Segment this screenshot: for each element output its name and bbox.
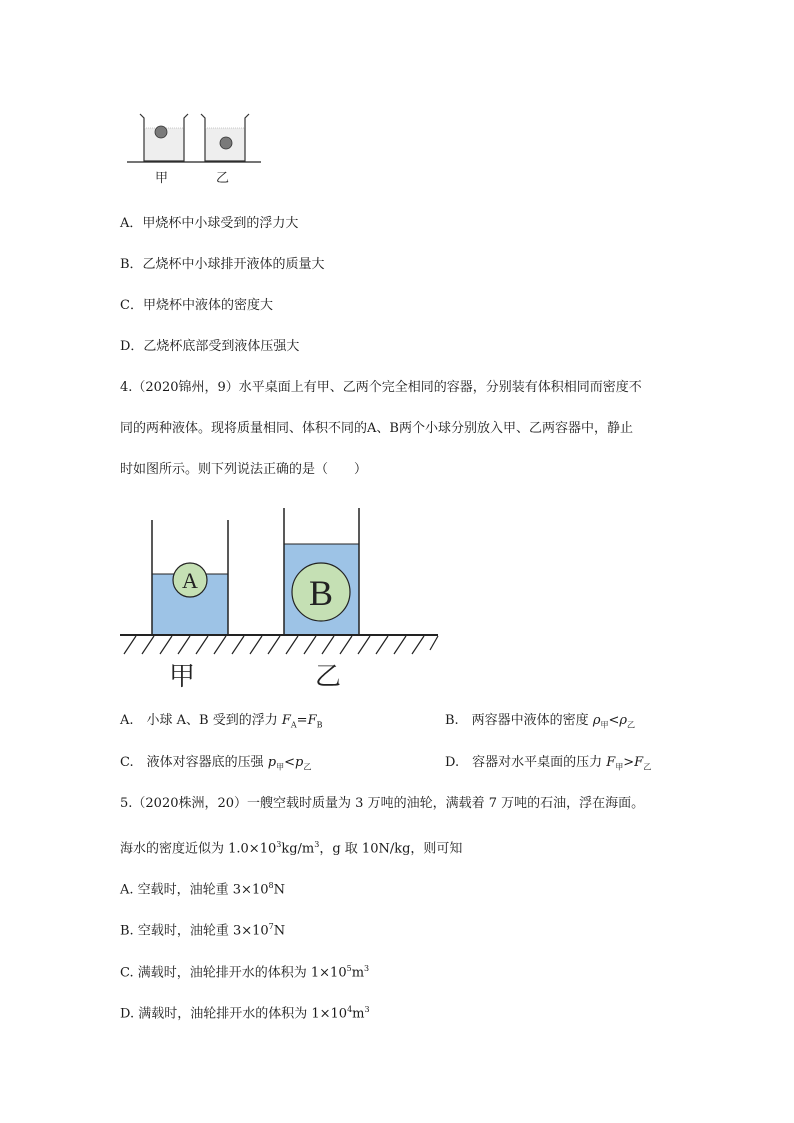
q5-option-b-post: N	[273, 923, 286, 939]
q5-option-b	[120, 919, 285, 939]
q4-stem-line-3: 时如图所示。则下列说法正确的是（ ）	[120, 462, 368, 477]
q5-option-a-pre: A. 空载时，油轮重 3×10	[120, 882, 269, 898]
ball-jia	[155, 126, 167, 138]
q4-option-c-lt: <	[284, 755, 295, 770]
q4-option-a	[120, 713, 323, 734]
q5-option-a-exp: 8	[268, 881, 274, 890]
q5-option-d-pre: D. 满载时，油轮排开水的体积为 1×10	[120, 1006, 348, 1022]
ball-yi	[220, 137, 232, 149]
q4-option-a-eq: =	[296, 713, 308, 728]
figure-beakers-small	[125, 112, 265, 186]
q4-option-a-s1: A	[290, 720, 297, 730]
q5-option-a-post: N	[273, 882, 285, 898]
q5-option-c-pre: C. 满载时，油轮排开水的体积为 1×10	[120, 965, 347, 981]
label-jia-small: 甲	[155, 171, 169, 186]
q4-option-d-s2: 乙	[643, 762, 652, 772]
q5-option-a	[120, 878, 285, 898]
beaker-jia	[140, 114, 188, 161]
q4-option-c-s2: 乙	[303, 762, 312, 772]
q5-option-c-exp2: 3	[364, 964, 370, 973]
q4-option-d-r1: F	[606, 755, 616, 770]
q4-option-b-r1: ρ	[592, 713, 601, 728]
q4-option-b-lt: <	[608, 713, 620, 728]
beaker-yi	[201, 114, 249, 161]
q5-line2-mid: kg/m	[281, 841, 315, 857]
q4-option-b-text: B. 两容器中液体的密度	[445, 713, 593, 728]
q5-line2-post: ，g 取 10N/kg，则可知	[319, 841, 463, 857]
q5-option-d-post: m	[352, 1006, 365, 1022]
q3-option-d: D．乙烧杯底部受到液体压强大	[120, 339, 300, 354]
q5-option-d-exp: 4	[347, 1005, 353, 1014]
q3-option-a: A．甲烧杯中小球受到的浮力大	[120, 216, 299, 231]
q4-option-c-r1: p	[267, 755, 277, 770]
label-jia: 甲	[169, 662, 196, 692]
q5-option-c	[120, 961, 369, 981]
q5-line2-exp: 3	[276, 840, 282, 849]
q4-option-c-s1: 甲	[276, 762, 285, 772]
q4-option-b-r2: ρ	[619, 713, 628, 728]
ball-b-label: B	[308, 573, 334, 613]
q5-option-b-exp: 7	[268, 922, 274, 931]
q4-option-d-gt: >	[623, 755, 635, 770]
q5-line2-exp2: 3	[314, 840, 320, 849]
q5-option-c-post: m	[351, 965, 365, 981]
q5-option-c-exp: 5	[346, 964, 352, 973]
label-yi-small: 乙	[216, 171, 230, 186]
q4-option-c-r2: p	[294, 755, 304, 770]
q4-option-c-text: C. 液体对容器底的压强	[120, 755, 268, 770]
q4-stem-line-1: 4.（2020锦州，9）水平桌面上有甲、乙两个完全相同的容器，分别装有体积相同而密度不	[120, 380, 642, 395]
q4-option-b	[445, 713, 635, 734]
q5-option-d	[120, 1002, 370, 1022]
q4-option-d-r2: F	[634, 755, 644, 770]
q4-option-d-s1: 甲	[615, 762, 624, 772]
q4-option-b-s2: 乙	[627, 720, 636, 730]
q4-option-c	[120, 755, 311, 776]
q4-option-a-s2: B	[316, 720, 323, 730]
q4-option-d	[445, 755, 651, 776]
q4-option-a-f1: F	[281, 713, 291, 728]
q5-stem-line-1: 5.（2020株洲，20）一艘空载时质量为 3 万吨的油轮，满载着 7 万吨的石油，浮在海面。	[120, 796, 645, 811]
q3-option-c: C．甲烧杯中液体的密度大	[120, 298, 273, 313]
figure-containers	[118, 508, 448, 692]
q5-stem-line-2	[120, 837, 462, 857]
label-yi: 乙	[315, 662, 342, 692]
q4-option-d-text: D. 容器对水平桌面的压力	[445, 755, 607, 770]
q4-stem-line-2: 同的两种液体。现将质量相同、体积不同的A、B两个小球分别放入甲、乙两容器中，静止	[120, 421, 633, 436]
q4-option-a-text: A. 小球 A、B 受到的浮力	[120, 713, 282, 728]
q4-option-b-s1: 甲	[600, 720, 609, 730]
q5-line2-pre: 海水的密度近似为 1.0×10	[120, 841, 277, 857]
q5-option-b-pre: B. 空载时，油轮重 3×10	[120, 923, 269, 939]
ball-a-label: A	[182, 568, 198, 593]
q5-option-d-exp2: 3	[364, 1005, 370, 1014]
q3-option-b: B．乙烧杯中小球排开液体的质量大	[120, 257, 325, 272]
q4-option-a-f2: F	[307, 713, 317, 728]
